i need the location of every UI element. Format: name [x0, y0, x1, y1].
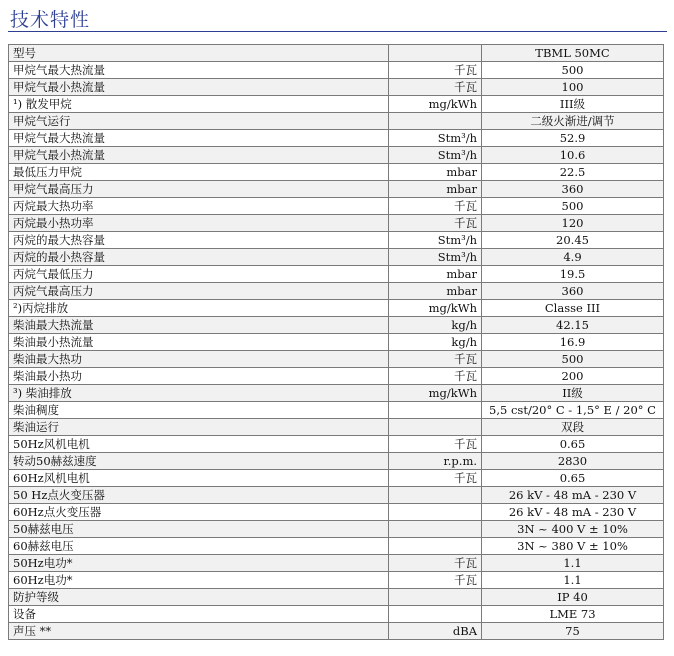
- row-unit: [389, 113, 482, 130]
- row-value: 19.5: [482, 266, 664, 283]
- row-unit: 千瓦: [389, 470, 482, 487]
- row-unit: [389, 402, 482, 419]
- row-label: 50 Hz点火变压器: [9, 487, 389, 504]
- table-row: [9, 555, 664, 572]
- table-row: [9, 334, 664, 351]
- row-value: 5,5 cst/20° C - 1,5° E / 20° C: [482, 402, 664, 419]
- row-value: 22.5: [482, 164, 664, 181]
- row-label: 甲烷气运行: [9, 113, 389, 130]
- table-row: [9, 249, 664, 266]
- table-row: [9, 436, 664, 453]
- table-row: [9, 504, 664, 521]
- row-unit: 千瓦: [389, 555, 482, 572]
- row-label: 60Hz点火变压器: [9, 504, 389, 521]
- row-label: 甲烷气最小热流量: [9, 79, 389, 96]
- row-label: 柴油稠度: [9, 402, 389, 419]
- table-row: [9, 317, 664, 334]
- header-unit: [389, 45, 482, 62]
- table-row: [9, 470, 664, 487]
- row-value: 20.45: [482, 232, 664, 249]
- row-label: ¹) 散发甲烷: [9, 96, 389, 113]
- row-unit: 千瓦: [389, 215, 482, 232]
- table-row: [9, 96, 664, 113]
- row-value: II级: [482, 385, 664, 402]
- table-row: [9, 453, 664, 470]
- row-label: 丙烷气最低压力: [9, 266, 389, 283]
- row-label: 50Hz风机电机: [9, 436, 389, 453]
- row-unit: [389, 521, 482, 538]
- row-unit: mg/kWh: [389, 385, 482, 402]
- row-value: 42.15: [482, 317, 664, 334]
- row-unit: kg/h: [389, 334, 482, 351]
- row-unit: dBA: [389, 623, 482, 640]
- row-label: 丙烷最小热功率: [9, 215, 389, 232]
- row-value: 10.6: [482, 147, 664, 164]
- row-value: III级: [482, 96, 664, 113]
- row-label: 最低压力甲烷: [9, 164, 389, 181]
- row-unit: mg/kWh: [389, 300, 482, 317]
- row-value: LME 73: [482, 606, 664, 623]
- row-unit: r.p.m.: [389, 453, 482, 470]
- row-unit: 千瓦: [389, 436, 482, 453]
- table-row: [9, 368, 664, 385]
- row-unit: [389, 419, 482, 436]
- row-unit: 千瓦: [389, 62, 482, 79]
- row-label: 设备: [9, 606, 389, 623]
- row-value: 500: [482, 351, 664, 368]
- row-label: 柴油最大热功: [9, 351, 389, 368]
- row-unit: [389, 504, 482, 521]
- row-value: 200: [482, 368, 664, 385]
- row-unit: 千瓦: [389, 368, 482, 385]
- row-label: 丙烷的最大热容量: [9, 232, 389, 249]
- row-value: 500: [482, 62, 664, 79]
- row-value: 75: [482, 623, 664, 640]
- row-unit: [389, 606, 482, 623]
- row-value: Classe III: [482, 300, 664, 317]
- table-row: [9, 62, 664, 79]
- table-row: [9, 181, 664, 198]
- row-label: 50赫兹电压: [9, 521, 389, 538]
- table-row: [9, 232, 664, 249]
- row-unit: mbar: [389, 283, 482, 300]
- row-value: 100: [482, 79, 664, 96]
- table-row: [9, 283, 664, 300]
- row-label: 甲烷气最大热流量: [9, 130, 389, 147]
- row-value: 16.9: [482, 334, 664, 351]
- table-row: [9, 606, 664, 623]
- row-label: 转动50赫兹速度: [9, 453, 389, 470]
- row-unit: 千瓦: [389, 198, 482, 215]
- row-value: 3N ~ 400 V ± 10%: [482, 521, 664, 538]
- row-label: 甲烷气最小热流量: [9, 147, 389, 164]
- row-value: 360: [482, 181, 664, 198]
- table-row: [9, 572, 664, 589]
- row-label: 甲烷气最大热流量: [9, 62, 389, 79]
- row-unit: 千瓦: [389, 351, 482, 368]
- row-value: 双段: [482, 419, 664, 436]
- row-label: 防护等级: [9, 589, 389, 606]
- row-label: 柴油运行: [9, 419, 389, 436]
- row-value: 500: [482, 198, 664, 215]
- row-unit: mg/kWh: [389, 96, 482, 113]
- table-row: [9, 487, 664, 504]
- table-row: [9, 198, 664, 215]
- row-unit: Stm³/h: [389, 147, 482, 164]
- table-row: [9, 113, 664, 130]
- row-unit: [389, 487, 482, 504]
- row-value: 二级火渐进/调节: [482, 113, 664, 130]
- row-unit: [389, 589, 482, 606]
- table-row: [9, 300, 664, 317]
- row-value: 1.1: [482, 555, 664, 572]
- row-value: 3N ~ 380 V ± 10%: [482, 538, 664, 555]
- table-row: [9, 351, 664, 368]
- row-label: 柴油最大热流量: [9, 317, 389, 334]
- row-label: 丙烷最大热功率: [9, 198, 389, 215]
- row-value: 2830: [482, 453, 664, 470]
- title-underline: [8, 31, 667, 32]
- row-label: 甲烷气最高压力: [9, 181, 389, 198]
- table-row: [9, 538, 664, 555]
- table-row: [9, 521, 664, 538]
- row-label: 丙烷的最小热容量: [9, 249, 389, 266]
- row-unit: kg/h: [389, 317, 482, 334]
- table-row: [9, 147, 664, 164]
- header-label: 型号: [9, 45, 389, 62]
- row-value: 52.9: [482, 130, 664, 147]
- row-unit: [389, 538, 482, 555]
- row-label: 60Hz电功*: [9, 572, 389, 589]
- row-value: 26 kV - 48 mA - 230 V: [482, 487, 664, 504]
- row-value: 1.1: [482, 572, 664, 589]
- table-row: [9, 79, 664, 96]
- row-unit: Stm³/h: [389, 249, 482, 266]
- row-label: ³) 柴油排放: [9, 385, 389, 402]
- row-value: 120: [482, 215, 664, 232]
- table-row: [9, 130, 664, 147]
- row-label: 丙烷气最高压力: [9, 283, 389, 300]
- row-unit: Stm³/h: [389, 232, 482, 249]
- table-row: [9, 215, 664, 232]
- row-label: 声压 **: [9, 623, 389, 640]
- table-row: [9, 266, 664, 283]
- row-value: IP 40: [482, 589, 664, 606]
- row-unit: mbar: [389, 164, 482, 181]
- table-header-row: [9, 45, 664, 62]
- row-unit: 千瓦: [389, 79, 482, 96]
- table-row: [9, 419, 664, 436]
- row-label: 60赫兹电压: [9, 538, 389, 555]
- row-label: 50Hz电功*: [9, 555, 389, 572]
- row-unit: mbar: [389, 181, 482, 198]
- row-label: 柴油最小热流量: [9, 334, 389, 351]
- row-label: 60Hz风机电机: [9, 470, 389, 487]
- row-value: 26 kV - 48 mA - 230 V: [482, 504, 664, 521]
- row-value: 0.65: [482, 470, 664, 487]
- section-title: 技术特性: [10, 9, 91, 31]
- spec-table: [8, 44, 664, 640]
- row-label: ²)丙烷排放: [9, 300, 389, 317]
- row-unit: 千瓦: [389, 572, 482, 589]
- row-unit: mbar: [389, 266, 482, 283]
- table-row: [9, 623, 664, 640]
- row-label: 柴油最小热功: [9, 368, 389, 385]
- row-value: 4.9: [482, 249, 664, 266]
- table-row: [9, 385, 664, 402]
- row-value: 0.65: [482, 436, 664, 453]
- table-row: [9, 402, 664, 419]
- table-row: [9, 589, 664, 606]
- row-unit: Stm³/h: [389, 130, 482, 147]
- header-model: TBML 50MC: [482, 45, 664, 62]
- table-row: [9, 164, 664, 181]
- row-value: 360: [482, 283, 664, 300]
